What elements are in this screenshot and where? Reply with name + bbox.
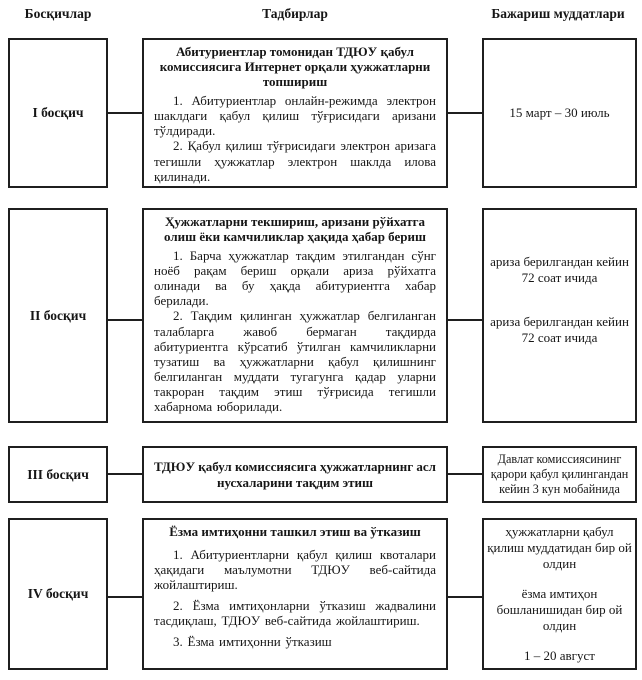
deadline-box-1 (482, 38, 637, 188)
column-header-stages: Босқичлар (24, 6, 92, 21)
connector-line (108, 596, 142, 598)
stage-box-4: IV босқич (8, 518, 108, 670)
action-item: 1. Абитуриентлар онлайн-режимда электрон шаклдаги қабул қилиш тўғрисидаги аризани тўлдиради. (154, 93, 436, 139)
action-item: 2. Тақдим қилинган ҳужжатлар белгиланган талабларга жавоб бермаган тақдирда абитуриентга кўрсатиб ўтилган камчиликларни тузатиш ва ҳужжатларни қабул қилишнинг белгиланган муддати тугагунга қадар уларни такроран тақдим этиш тўғрисида тегишли хабарнома юборилади. (154, 308, 436, 414)
connector-line (108, 473, 142, 475)
column-header-actions: Тадбирлар (262, 6, 328, 21)
connector-line (108, 319, 142, 321)
action-title-3: ТДЮУ қабул комиссиясига ҳужжатларнинг асл нусхаларини тақдим этиш (154, 459, 436, 490)
connector-line (448, 112, 482, 114)
column-header-deadlines: Бажариш муддатлари (491, 6, 625, 21)
deadline-text: ёзма имтиҳон бошланишидан бир ой олдин (496, 586, 623, 633)
stage-box-1: I босқич (8, 38, 108, 188)
deadline-text: ариза берилгандан кейин 72 соат ичида (490, 313, 629, 345)
stage-box-2: II босқич (8, 208, 108, 423)
action-box-2 (142, 208, 448, 423)
connector-line (448, 596, 482, 598)
connector-line (108, 112, 142, 114)
action-box-1 (142, 38, 448, 188)
action-box-4 (142, 518, 448, 670)
deadline-text: ариза берилгандан кейин 72 соат ичида (490, 254, 629, 285)
deadline-text: 1 – 20 август (524, 647, 595, 663)
deadline-text: Давлат комиссиясининг қарори қабул қилингандан кейин 3 кун мобайнида (490, 452, 629, 496)
deadline-box-3 (482, 446, 637, 503)
deadline-box-4 (482, 518, 637, 670)
action-title-2: Ҳужжатларни текшириш, аризани рўйхатга олиш ёки камчиликлар ҳақида ҳабар бериш (164, 214, 426, 245)
deadline-text: ҳужжатларни қабул қилиш муддатидан бир ой олдин (487, 524, 632, 572)
connector-line (448, 319, 482, 321)
connector-line (448, 473, 482, 475)
action-title-1: Абитуриентлар томонидан ТДЮУ қабул комиссиясига Интернет орқали ҳужжатларни топшириш (159, 44, 431, 90)
stage-box-3: III босқич (8, 446, 108, 503)
action-item: 2. Ёзма имтиҳонларни ўтказиш жадвалини тасдиқлаш, ТДЮУ веб-сайтида жойлаштириш. (154, 598, 436, 629)
deadline-box-2 (482, 208, 637, 423)
action-title-4: Ёзма имтиҳонни ташкил этиш ва ўтказиш (169, 524, 421, 539)
action-item: 1. Абитуриентларни қабул қилиш квоталари ҳақидаги маълумотни ТДЮУ веб-сайтида жойлаштириш. (154, 547, 436, 593)
action-item: 3. Ёзма имтиҳонни ўтказиш (173, 634, 332, 650)
action-item: 2. Қабул қилиш тўғрисидаги электрон аризага тегишли ҳужжатлар электрон шаклда илова қилинади. (154, 138, 436, 184)
deadline-text: 15 март – 30 июль (509, 105, 610, 121)
action-box-3 (142, 446, 448, 503)
action-item: 1. Барча ҳужжатлар тақдим этилгандан сўнг ноёб рақам бериш орқали ариза рўйхатга олинади ва бу ҳақда абитуриентга хабар берилади. (154, 248, 436, 309)
